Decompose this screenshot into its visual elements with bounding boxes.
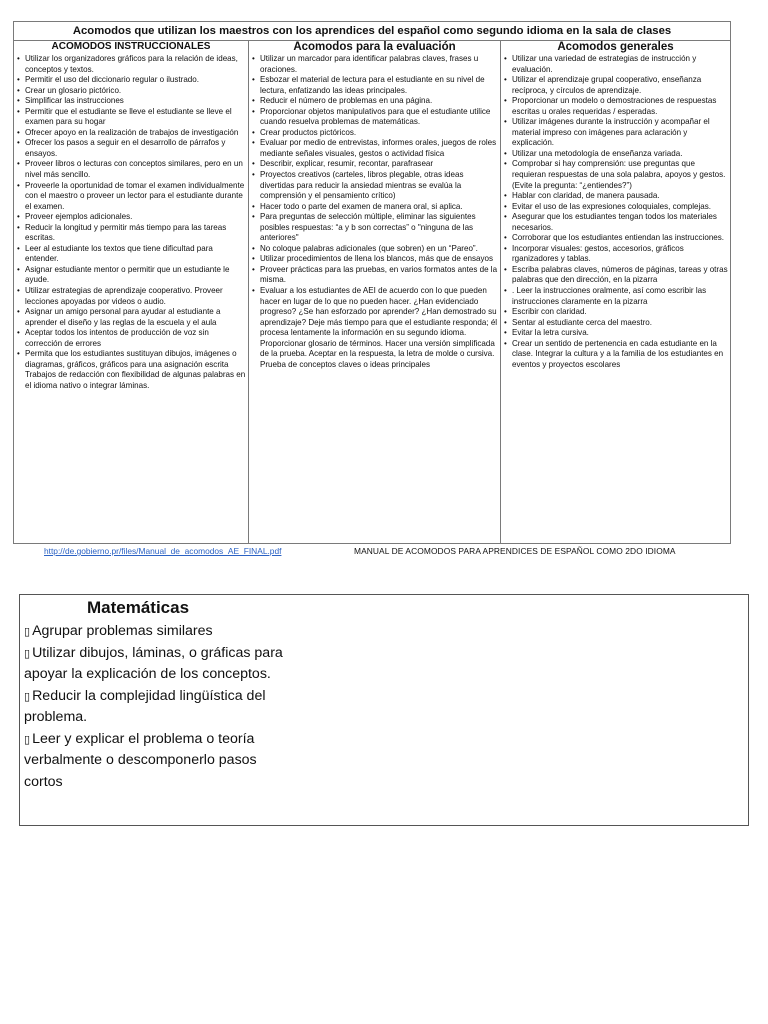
- list-item: • Simplificar las instrucciones: [16, 96, 246, 107]
- math-list: [24, 621, 284, 793]
- missing-glyph-icon: ▯: [24, 732, 31, 746]
- list-item: • Proyectos creativos (carteles, libros plegable, otras ideas divertidas para reducir la ansiedad mientras se evalúa la comprensión y el pensamiento crítico): [251, 170, 498, 202]
- manual-link[interactable]: http://de.gobierno.pr/files/Manual_de_acomodos_AE_FINAL.pdf: [44, 546, 282, 556]
- list-item: • Evitar la letra cursiva.: [503, 328, 728, 339]
- column-heading: ACOMODOS INSTRUCCIONALES: [51, 41, 211, 52]
- source-caption: MANUAL DE ACOMODOS PARA APRENDICES DE ESPAÑOL COMO 2DO IDIOMA: [354, 546, 676, 556]
- list-item: • Incorporar visuales: gestos, accesorios, gráficos rganizadores y tablas.: [503, 244, 728, 265]
- math-item-text: Agrupar problemas similares: [32, 623, 213, 639]
- list-item: • Corroborar que los estudiantes entiendan las instrucciones.: [503, 233, 728, 244]
- list-item: • Permitir el uso del diccionario regular o ilustrado.: [16, 75, 246, 86]
- list-item: • Utilizar procedimientos de llena los blancos, más que de ensayos: [251, 254, 498, 265]
- math-item: [24, 729, 284, 794]
- list-item: • Reducir el número de problemas en una página.: [251, 96, 498, 107]
- accommodations-table: [13, 21, 731, 544]
- column-heading: Acomodos para la evaluación: [293, 41, 456, 53]
- list-item: • Proporcionar un modelo o demostraciones de respuestas escritas u orales requeridas / esperadas.: [503, 96, 728, 117]
- list-item: • Permita que los estudiantes sustituyan dibujos, imágenes o diagramas, gráficos, gráficos para una asignación escrita Trabajos de redacción con flexibilidad de algunas palabras en el idioma nativo o integrar láminas.: [16, 349, 246, 391]
- table-title: Acomodos que utilizan los maestros con los aprendices del español como segundo idioma en la sala de clases: [14, 22, 730, 41]
- column-general: [501, 40, 730, 543]
- list-item: • Crear un sentido de pertenencia en cada estudiante en la clase. Integrar la cultura y a la familia de los estudiantes en eventos y proyectos escolares: [503, 339, 728, 371]
- list-item: • Asegurar que los estudiantes tengan todos los materiales necesarios.: [503, 212, 728, 233]
- list-item: • Proveer ejemplos adicionales.: [16, 212, 246, 223]
- math-item-text: Reducir la complejidad lingüística del problema.: [24, 687, 266, 725]
- list-item: • Asignar estudiante mentor o permitir que un estudiante le ayude.: [16, 265, 246, 286]
- list-item: • Utilizar una variedad de estrategias de instrucción y evaluación.: [503, 54, 728, 75]
- list-item: • Proveerle la oportunidad de tomar el examen individualmente con el maestro o proveer un lector para el estudiante durante el examen.: [16, 181, 246, 213]
- list-item: • Proveer libros o lecturas con conceptos similares, pero en un nivel más sencillo.: [16, 159, 246, 180]
- list-item: • Para preguntas de selección múltiple, eliminar las siguientes posibles respuestas: “a y b son correctas” o "ninguna de las anteriores": [251, 212, 498, 244]
- list-item: • Sentar al estudiante cerca del maestro.: [503, 318, 728, 329]
- list-item: • Hablar con claridad, de manera pausada.: [503, 191, 728, 202]
- list-item: • No coloque palabras adicionales (que sobren) en un “Pareo”.: [251, 244, 498, 255]
- list-item: • Evaluar por medio de entrevistas, informes orales, juegos de roles mediante señales visuales, gestos o actividad física: [251, 138, 498, 159]
- list-item: • Utilizar imágenes durante la instrucción y acompañar el material impreso con imágenes para aclaración y explicación.: [503, 117, 728, 149]
- list-item: • Utilizar estrategias de aprendizaje cooperativo. Proveer lecciones apoyadas por videos o audio.: [16, 286, 246, 307]
- list-item: • Describir, explicar, resumir, recontar, parafrasear: [251, 159, 498, 170]
- math-title: Matemáticas: [87, 598, 190, 617]
- list-item: • Utilizar una metodología de enseñanza variada.: [503, 149, 728, 160]
- table-columns: [14, 40, 730, 543]
- list-item: • Proveer prácticas para las pruebas, en varios formatos antes de la misma.: [251, 265, 498, 286]
- list-item: • Aceptar todos los intentos de producción de voz sin corrección de errores: [16, 328, 246, 349]
- list-item: • Reducir la longitud y permitir más tiempo para las tareas escritas.: [16, 223, 246, 244]
- missing-glyph-icon: ▯: [24, 646, 31, 660]
- math-item: [24, 643, 284, 686]
- math-item: [24, 686, 284, 729]
- column-instructional: [14, 40, 249, 543]
- missing-glyph-icon: ▯: [24, 689, 31, 703]
- list-item: • . Leer la instrucciones oralmente, así como escribir las instrucciones claramente en la pizarra: [503, 286, 728, 307]
- list-item: • Comprobar si hay comprensión: use preguntas que requieran respuestas de una sola palabra, apoyos y gestos. (Evite la pregunta: “¿entiendes?”): [503, 159, 728, 191]
- column-evaluation: [249, 40, 501, 543]
- list-item: • Ofrecer apoyo en la realización de trabajos de investigación: [16, 128, 246, 139]
- list-item: • Evaluar a los estudiantes de AEI de acuerdo con lo que pueden hacer en lugar de lo que no pueden hacer. ¿Han evidenciado progreso? ¿Se han esforzado por aprender? ¿Han demostrado su aprendizaje? Deje más tiempo para que el estudiante responda; él procesa lentamente la información en su segundo idioma. Proporcionar glosario de términos. Hacer una versión simplificada de la prueba. Aceptar en la respuesta, la letra de molde o cursiva. Prueba de conceptos claves o ideas principales: [251, 286, 498, 370]
- list-item: • Asignar un amigo personal para ayudar al estudiante a aprender el diseño y las reglas de la escuela y el aula: [16, 307, 246, 328]
- list-item: • Proporcionar objetos manipulativos para que el estudiante utilice cuando resuelva problemas de matemáticas.: [251, 107, 498, 128]
- list-item: • Escriba palabras claves, números de páginas, tareas y otras palabras que den dirección, en la pizarra: [503, 265, 728, 286]
- list-item: • Utilizar el aprendizaje grupal cooperativo, enseñanza recíproca, y círculos de aprendizaje.: [503, 75, 728, 96]
- math-item-text: Leer y explicar el problema o teoría verbalmente o descomponerlo pasos cortos: [24, 730, 257, 790]
- list-item: • Utilizar los organizadores gráficos para la relación de ideas, conceptos y textos.: [16, 54, 246, 75]
- list-item: • Hacer todo o parte del examen de manera oral, si aplica.: [251, 202, 498, 213]
- list-item: • Evitar el uso de las expresiones coloquiales, complejas.: [503, 202, 728, 213]
- instructional-list: [14, 54, 248, 392]
- list-item: • Escribir con claridad.: [503, 307, 728, 318]
- column-heading: Acomodos generales: [557, 41, 674, 53]
- general-list: [501, 54, 730, 370]
- list-item: • Permitir que el estudiante se lleve el estudiante se lleve el examen para su hogar: [16, 107, 246, 128]
- list-item: • Utilizar un marcador para identificar palabras claves, frases u oraciones.: [251, 54, 498, 75]
- math-box: [19, 594, 749, 826]
- math-item-text: Utilizar dibujos, láminas, o gráficas para apoyar la explicación de los conceptos.: [24, 644, 283, 682]
- evaluation-list: [249, 54, 500, 370]
- list-item: • Crear un glosario pictórico.: [16, 86, 246, 97]
- list-item: • Crear productos pictóricos.: [251, 128, 498, 139]
- source-footer: [0, 544, 768, 558]
- list-item: • Esbozar el material de lectura para el estudiante en su nivel de lectura, enfatizando las ideas principales.: [251, 75, 498, 96]
- math-item: [24, 621, 284, 643]
- list-item: • Ofrecer los pasos a seguir en el desarrollo de párrafos y ensayos.: [16, 138, 246, 159]
- list-item: • Leer al estudiante los textos que tiene dificultad para entender.: [16, 244, 246, 265]
- missing-glyph-icon: ▯: [24, 625, 31, 638]
